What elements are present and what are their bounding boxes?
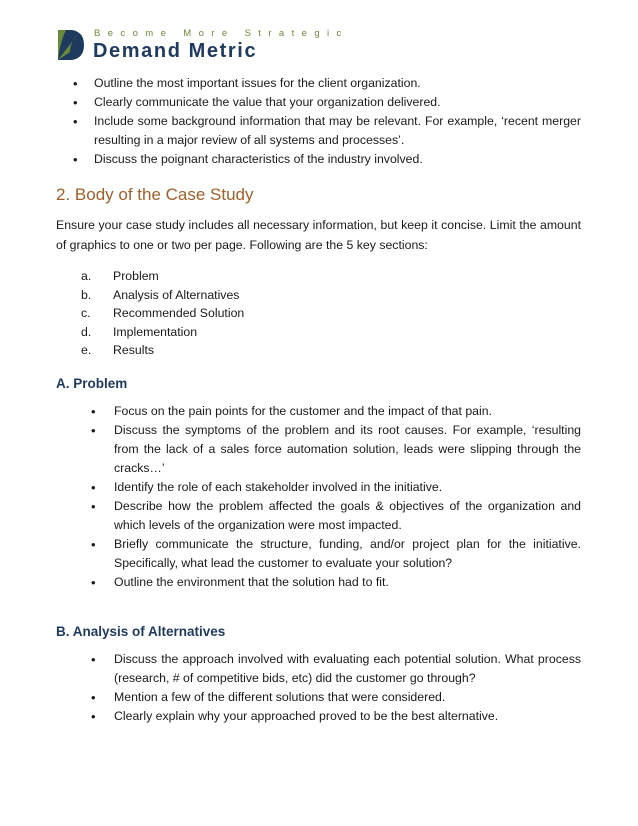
list-item-label: Analysis of Alternatives [113, 287, 240, 302]
list-item [56, 341, 581, 360]
section-heading-body: 2. Body of the Case Study [56, 185, 254, 204]
list-item: • Clearly communicate the value that your organization delivered. [56, 93, 581, 112]
list-item-label: Problem [113, 269, 159, 283]
list-marker: e. [81, 343, 92, 358]
list-item: • Outline the most important issues for the client organization. [56, 74, 581, 93]
list-marker: a. [81, 269, 92, 283]
subheading-problem: A. Problem [56, 375, 128, 391]
list-item [56, 267, 581, 286]
list-item: • Describe how the problem affected the goals & objectives of the organization and which levels of the organization were most impacted. [56, 497, 581, 535]
problem-bullet-list [56, 402, 581, 592]
logo-mark-icon [56, 28, 86, 62]
list-item: • Clearly explain why your approached proved to be the best alternative. [56, 707, 581, 726]
list-item: • Outline the environment that the solution had to fit. [56, 573, 581, 592]
list-item [56, 286, 581, 305]
list-item [56, 323, 581, 342]
list-item-label: Results [113, 343, 155, 358]
list-item: • Briefly communicate the structure, funding, and/or project plan for the initiative. Specifically, what lead the customer to evaluate your solution? [56, 535, 581, 573]
list-item: • Mention a few of the different solutions that were considered. [56, 688, 581, 707]
logo-brand-name: Demand Metric [93, 40, 258, 62]
intro-bullet-list [56, 74, 581, 169]
key-sections-list [56, 267, 581, 360]
list-item-label: Implementation [113, 324, 198, 339]
list-item: • Discuss the poignant characteristics of the industry involved. [56, 150, 581, 169]
list-item [56, 304, 581, 323]
list-marker: c. [81, 306, 91, 321]
list-marker: d. [81, 324, 92, 339]
list-item: • Discuss the symptoms of the problem and its root causes. For example, ‘resulting from the lack of a sales force automation solution, leads were slipping through the cracks…’ [56, 421, 581, 478]
subheading-alternatives: B. Analysis of Alternatives [56, 623, 226, 639]
logo-tagline: Become More Strategic [94, 28, 349, 39]
list-item: • Focus on the pain points for the customer and the impact of that pain. [56, 402, 581, 421]
list-item-label: Recommended Solution [113, 306, 245, 321]
list-item: • Discuss the approach involved with evaluating each potential solution. What process (research, # of competitive bids, etc) did the customer go through? [56, 650, 581, 688]
alternatives-bullet-list [56, 650, 581, 726]
list-item: • Identify the role of each stakeholder involved in the initiative. [56, 478, 581, 497]
document-content [56, 74, 581, 726]
list-item: • Include some background information that may be relevant. For example, ‘recent merger resulting in a major review of all systems and processes’. [56, 112, 581, 150]
list-marker: b. [81, 287, 92, 302]
body-paragraph: Ensure your case study includes all necessary information, but keep it concise. Limit the amount of graphics to one or two per page. Following are the 5 key sections: [56, 218, 581, 252]
